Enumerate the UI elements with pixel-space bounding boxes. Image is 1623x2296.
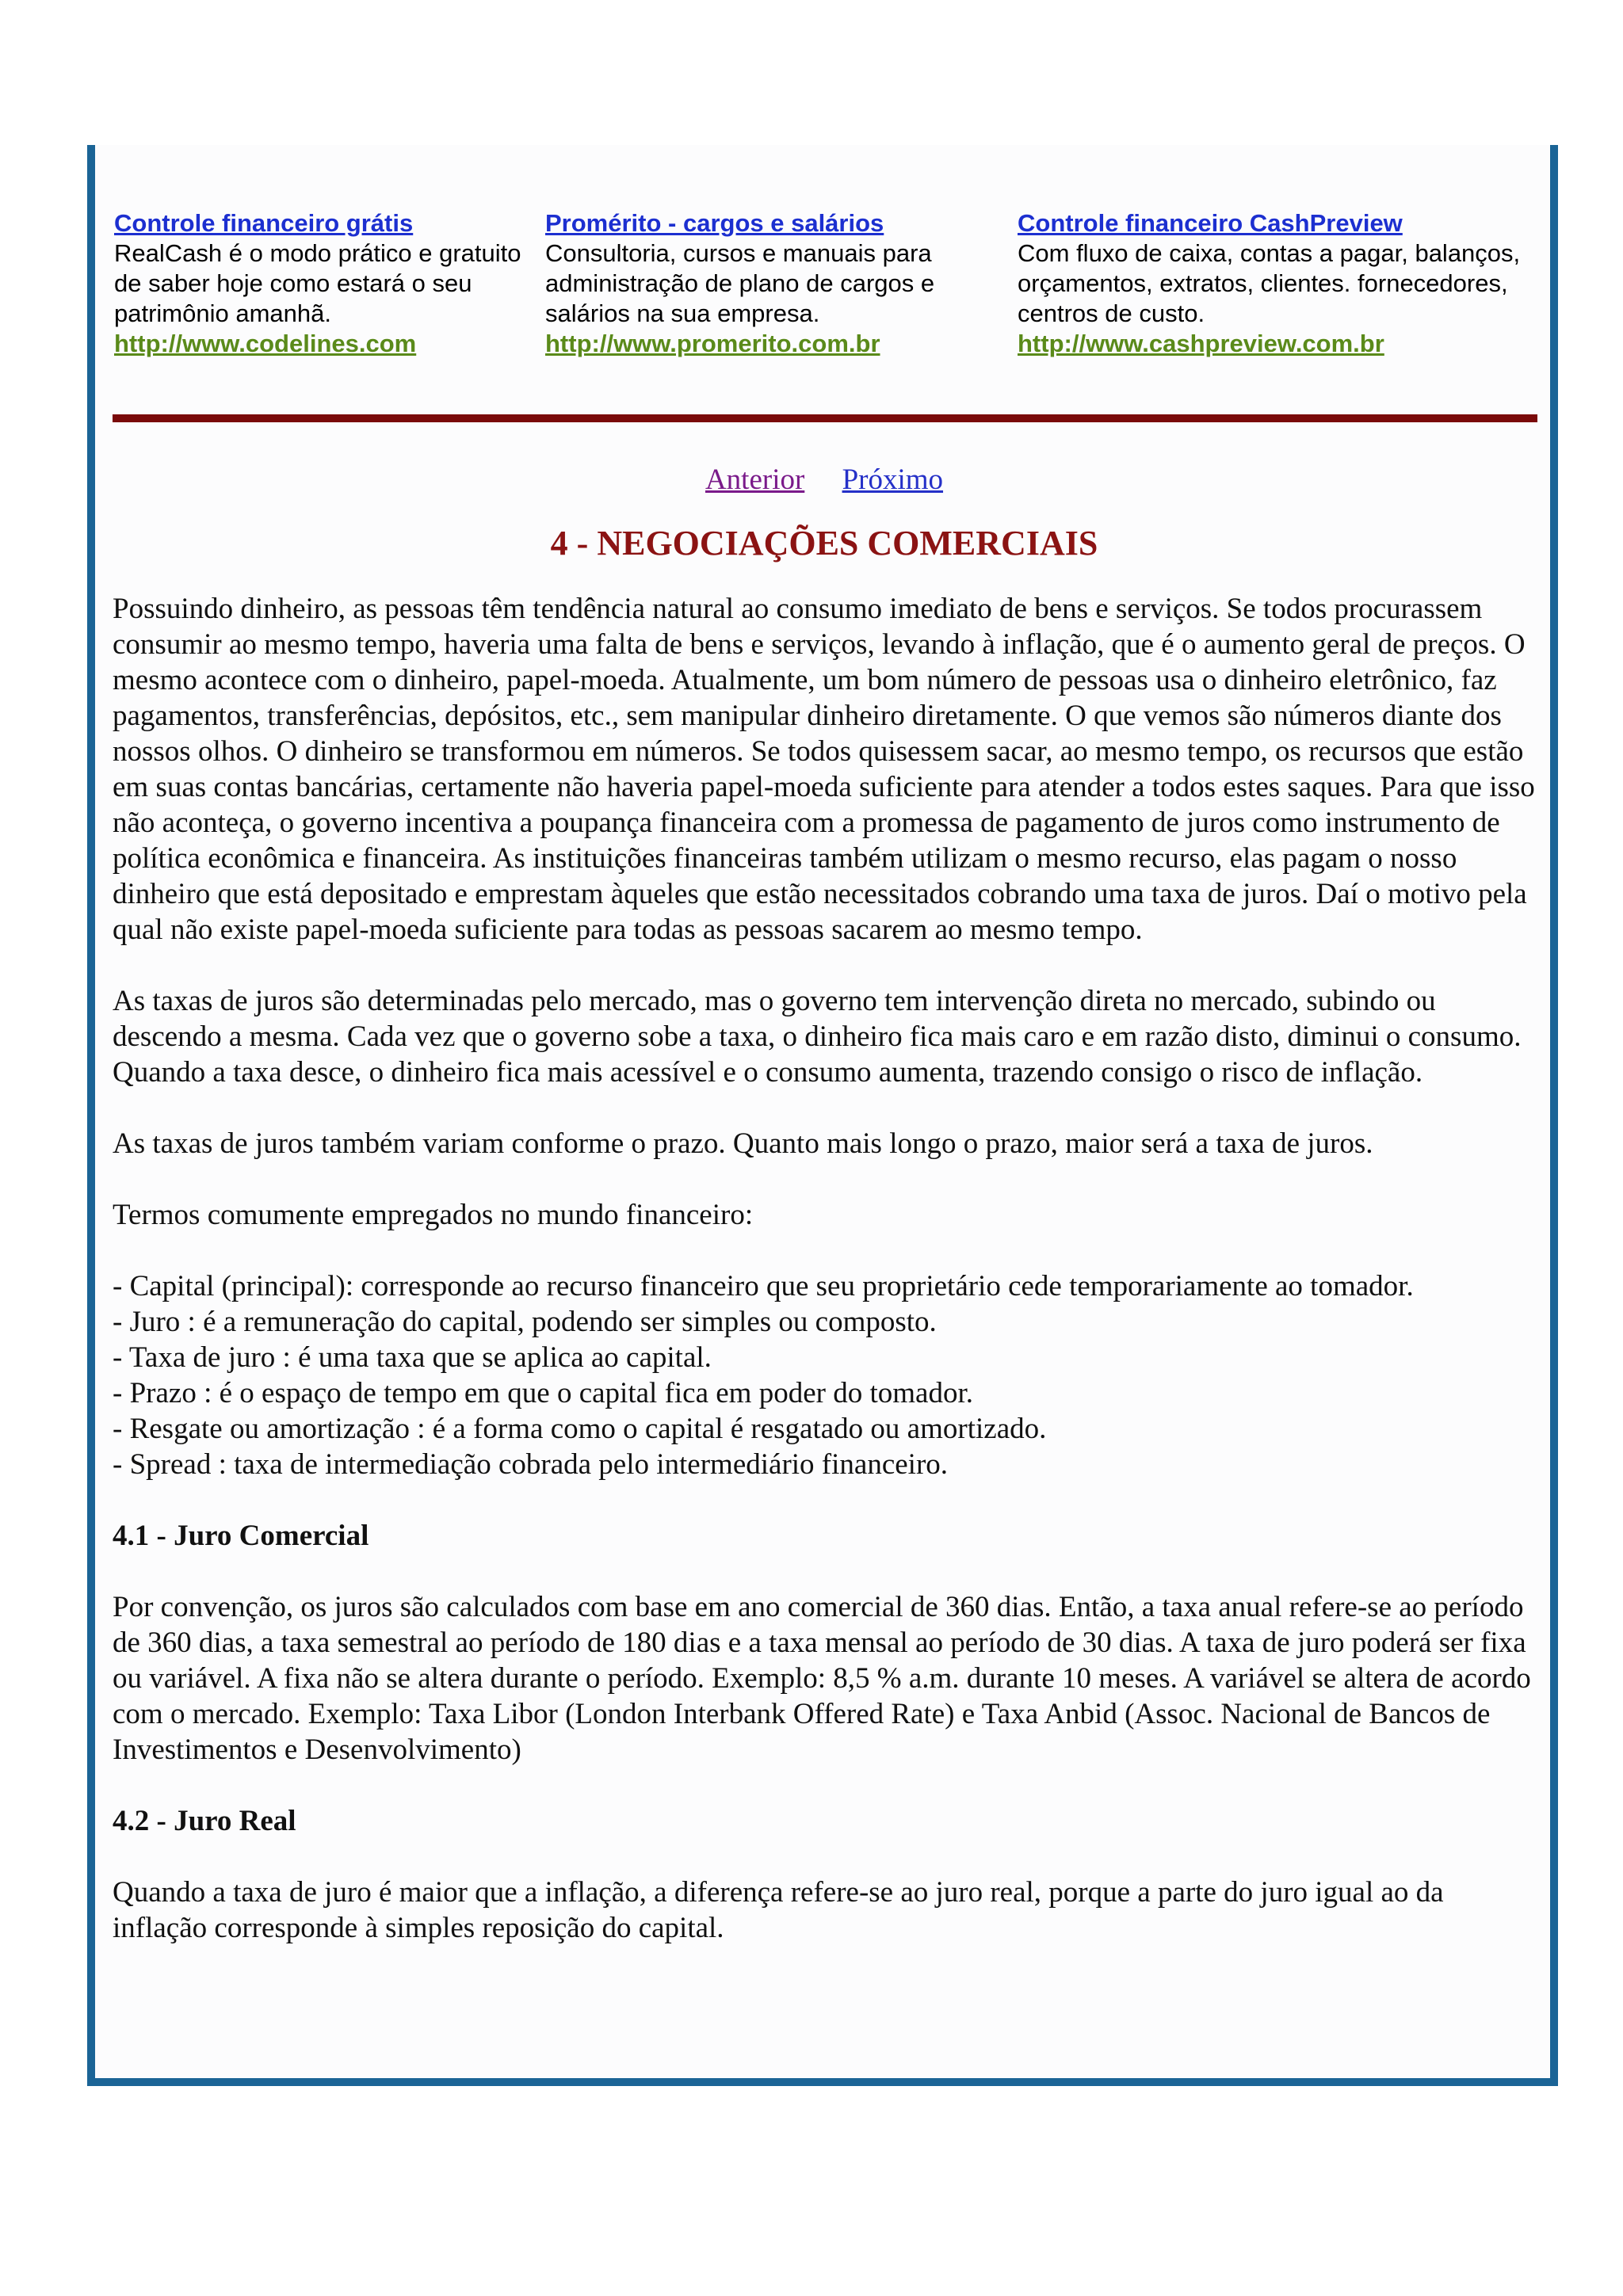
paragraph: As taxas de juros são determinadas pelo mercado, mas o governo tem intervenção direta no mercado, subindo ou descendo a mesma. Cada vez que o governo sobe a taxa, o dinheiro fica mais caro e em razão disto, diminui o consumo. Quando a taxa desce, o dinheiro fica mais acessível e o consumo aumenta, trazendo consigo o risco de inflação. <box>113 985 1522 1089</box>
list-item: - Prazo : é o espaço de tempo em que o capital fica em poder do tomador. <box>113 1377 973 1409</box>
ad-title-link[interactable]: Controle financeiro CashPreview <box>1018 209 1403 237</box>
list-item: - Capital (principal): corresponde ao recurso financeiro que seu proprietário cede temporariamente ao tomador. <box>113 1270 1414 1302</box>
ad-url-link[interactable]: http://www.cashpreview.com.br <box>1018 330 1384 357</box>
page-frame <box>87 145 1558 2086</box>
ad-url-link[interactable]: http://www.promerito.com.br <box>545 330 880 357</box>
list-item: - Spread : taxa de intermediação cobrada pelo intermediário financeiro. <box>113 1448 949 1481</box>
paragraph: Possuindo dinheiro, as pessoas têm tendência natural ao consumo imediato de bens e serviços. Se todos procurassem consumir ao mesmo tempo, haveria uma falta de bens e serviços, levando à inflação, que é o aumento geral de preços. O mesmo acontece com o dinheiro, papel-moeda. Atualmente, um bom número de pessoas usa o dinheiro eletrônico, faz pagamentos, transferências, depósitos, etc., sem manipular dinheiro diretamente. O que vemos são números diante dos nossos olhos. O dinheiro se transformou em números. Se todos quisessem sacar, ao mesmo tempo, os recursos que estão em suas contas bancárias, certamente não haveria papel-moeda suficiente para atender a todos estes saques. Para que isso não aconteça, o governo incentiva a poupança financeira com a promessa de pagamento de juros como instrumento de política econômica e financeira. As instituições financeiras também utilizam o mesmo recurso, elas pagam o nosso dinheiro que está depositado e emprestam àqueles que estão necessitados cobrando uma taxa de juros. Daí o motivo pela qual não existe papel-moeda suficiente para todas as pessoas sacarem ao mesmo tempo. <box>113 593 1535 946</box>
page-navigation <box>113 462 1536 498</box>
article <box>113 462 1536 1946</box>
ad-block <box>114 208 542 359</box>
previous-link[interactable]: Anterior <box>705 463 805 496</box>
paragraph: As taxas de juros também variam conforme o prazo. Quanto mais longo o prazo, maior será a taxa de juros. <box>113 1127 1373 1160</box>
list-item: - Resgate ou amortização : é a forma como o capital é resgatado ou amortizado. <box>113 1413 1047 1445</box>
list-item: - Juro : é a remuneração do capital, podendo ser simples ou composto. <box>113 1306 937 1338</box>
ad-description: Consultoria, cursos e manuais para administração de plano de cargos e salários na sua empresa. <box>545 239 935 327</box>
ad-url-link[interactable]: http://www.codelines.com <box>114 330 417 357</box>
ad-description: RealCash é o modo prático e gratuito de saber hoje como estará o seu patrimônio amanhã. <box>114 239 521 327</box>
section-heading: 4.1 - Juro Comercial <box>113 1520 369 1552</box>
ad-block <box>545 208 997 359</box>
section-heading: 4.2 - Juro Real <box>113 1805 296 1837</box>
list-item: - Taxa de juro : é uma taxa que se aplica ao capital. <box>113 1341 712 1374</box>
paragraph: Quando a taxa de juro é maior que a inflação, a diferença refere-se ao juro real, porque a parte do juro igual ao da inflação corresponde à simples reposição do capital. <box>113 1876 1444 1944</box>
paragraph: Por convenção, os juros são calculados com base em ano comercial de 360 dias. Então, a taxa anual refere-se ao período de 360 dias, a taxa semestral ao período de 180 dias e a taxa mensal ao período de 30 dias. A taxa de juro poderá ser fixa ou variável. A fixa não se altera durante o período. Exemplo: 8,5 % a.m. durante 10 meses. A variável se altera de acordo com o mercado. Exemplo: Taxa Libor (London Interbank Offered Rate) e Taxa Anbid (Assoc. Nacional de Bancos de Investimentos e Desenvolvimento) <box>113 1591 1531 1766</box>
ad-description: Com fluxo de caixa, contas a pagar, balanços, orçamentos, extratos, clientes. fornecedores, centros de custo. <box>1018 239 1521 327</box>
ad-title-link[interactable]: Controle financeiro grátis <box>114 209 414 237</box>
next-link[interactable]: Próximo <box>842 463 944 496</box>
terms-list <box>113 1268 1536 1482</box>
ad-bar <box>114 208 1541 357</box>
divider <box>113 414 1537 422</box>
page-title: 4 - NEGOCIAÇÕES COMERCIAIS <box>550 524 1098 563</box>
paragraph: Termos comumente empregados no mundo financeiro: <box>113 1199 754 1231</box>
ad-title-link[interactable]: Promérito - cargos e salários <box>545 209 884 237</box>
ad-block <box>1018 208 1525 359</box>
